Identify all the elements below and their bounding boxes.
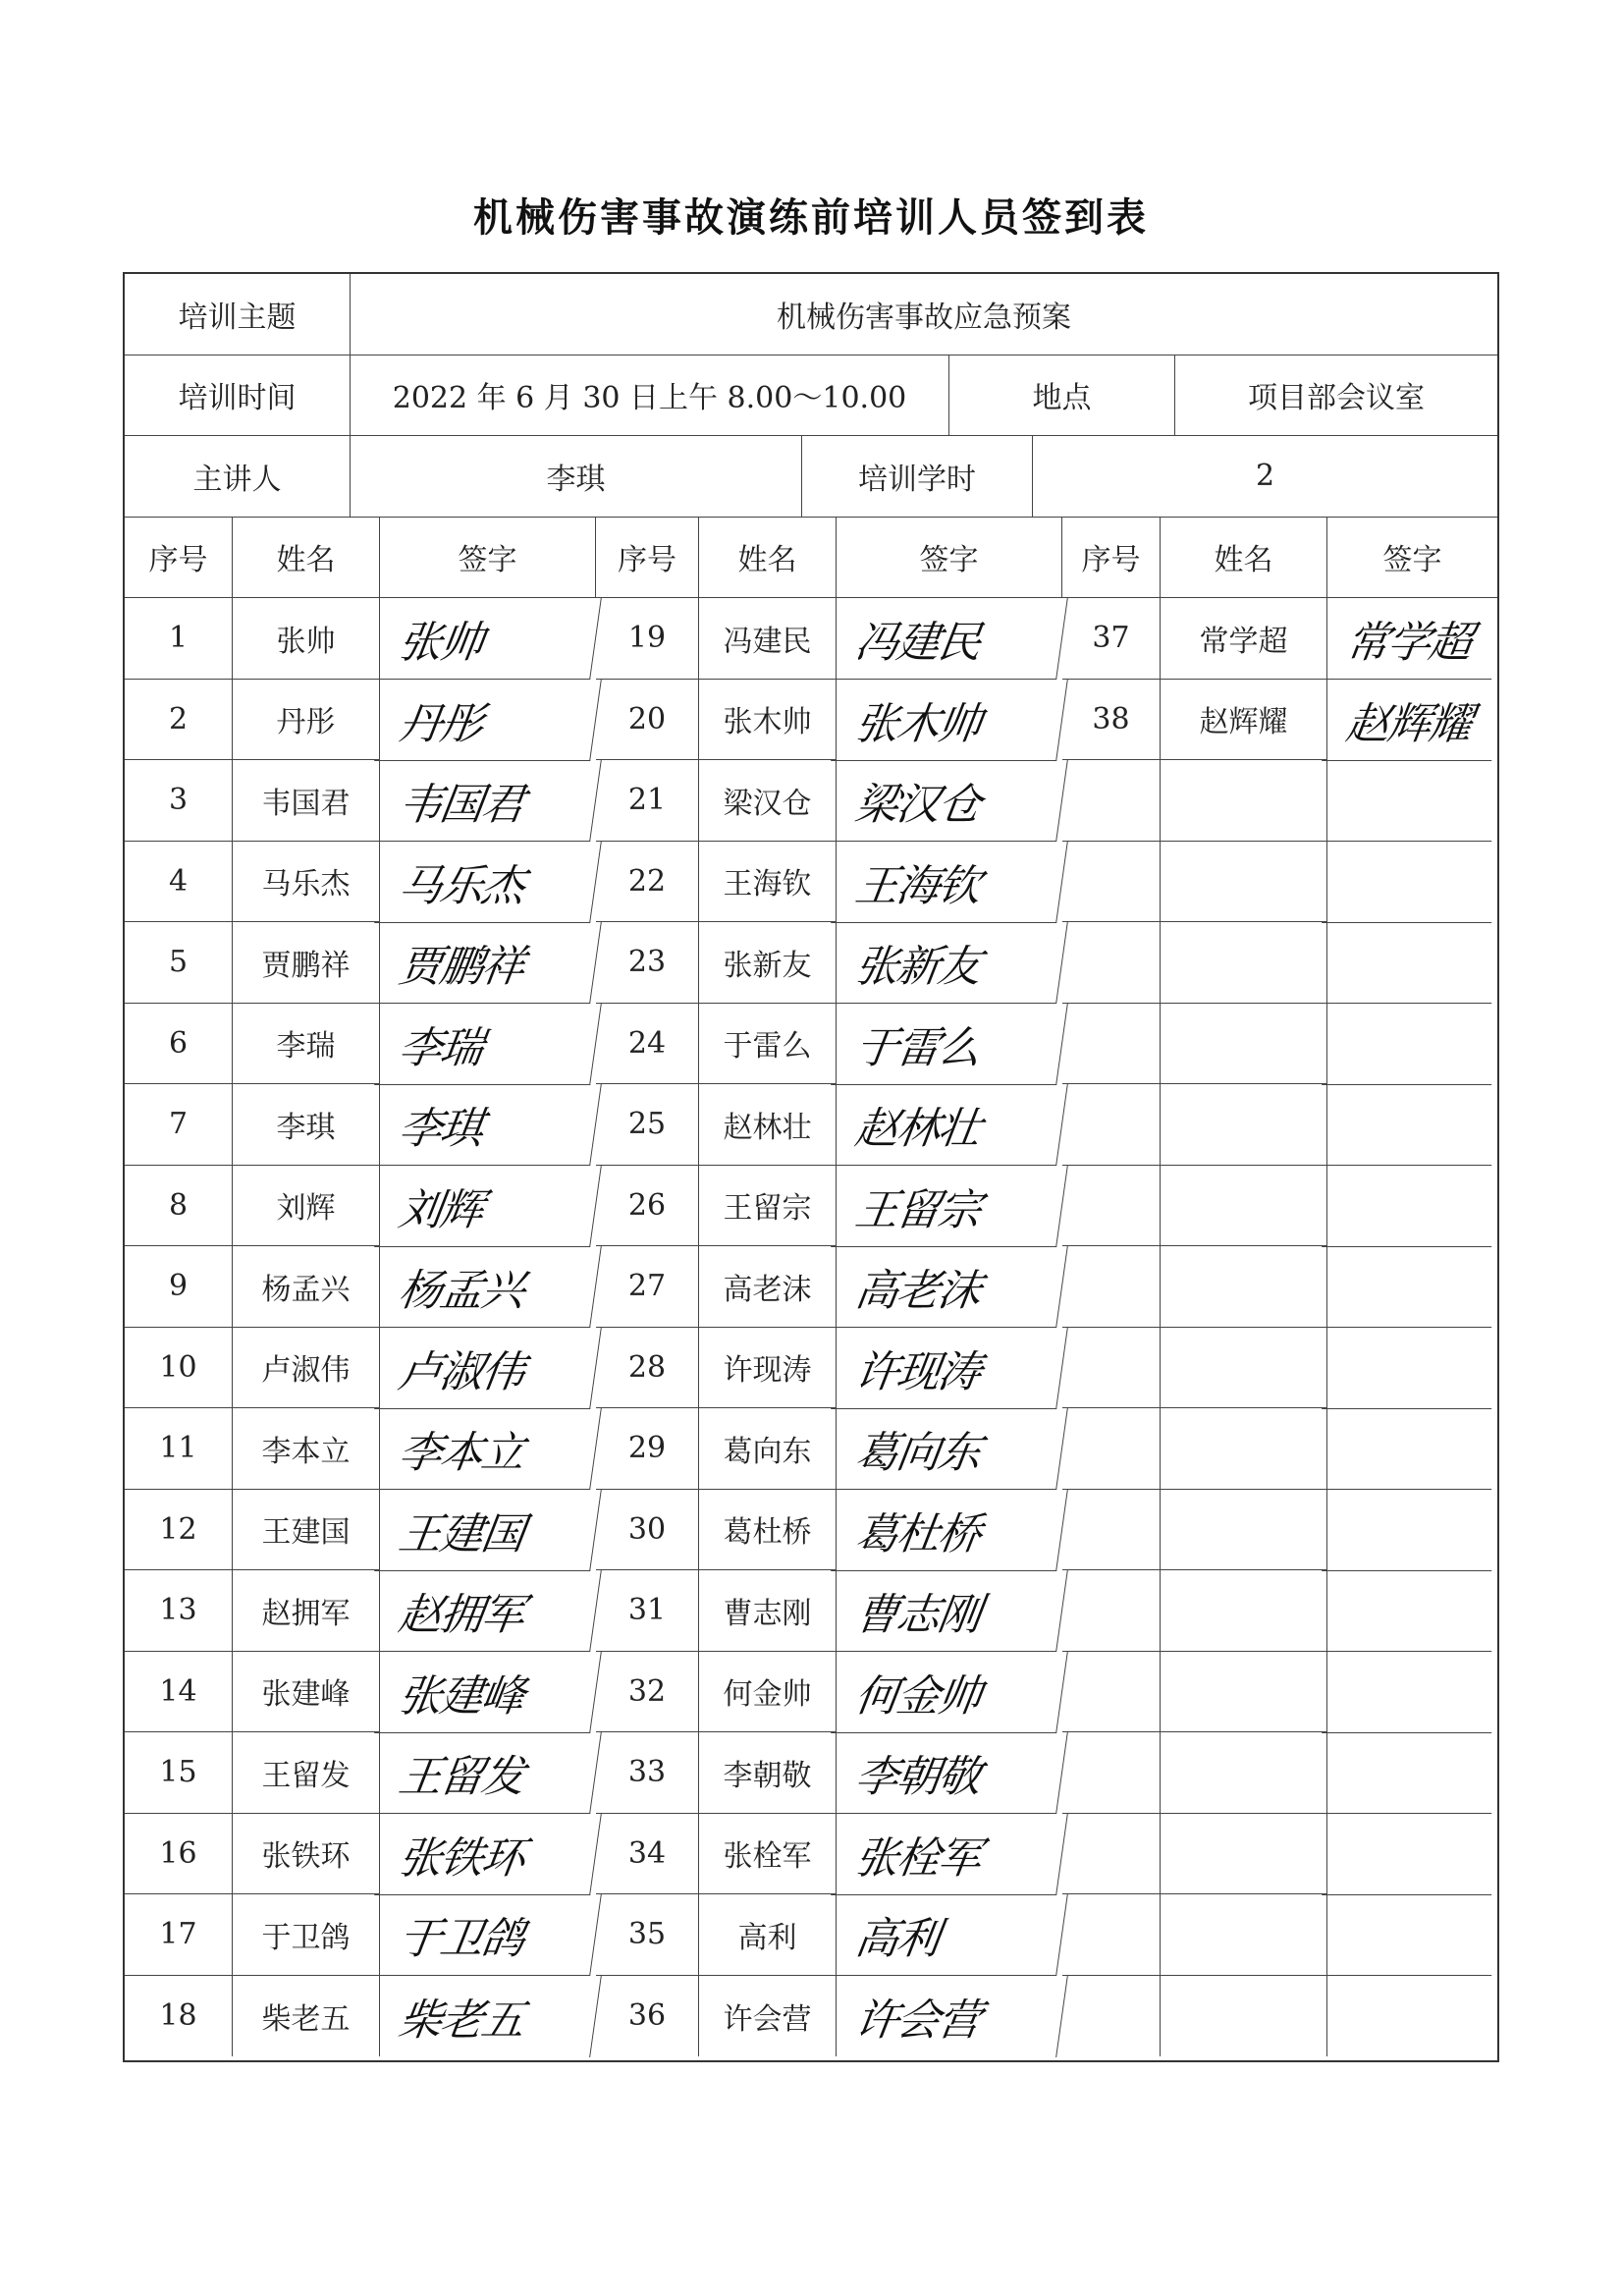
seq-cell: 32 <box>596 1652 699 1733</box>
seq-cell <box>1062 1246 1161 1328</box>
name-cell: 王留发 <box>233 1732 380 1814</box>
seq-cell <box>1062 1328 1161 1409</box>
signature-cell: 张栓军 <box>831 1814 1068 1895</box>
signature-cell <box>1322 1732 1503 1814</box>
name-cell: 赵辉耀 <box>1161 680 1327 761</box>
seq-cell: 24 <box>596 1004 699 1085</box>
seq-cell: 1 <box>125 598 233 680</box>
signature-cell: 韦国君 <box>374 760 602 842</box>
place-value: 项目部会议室 <box>1175 355 1497 437</box>
seq-cell: 10 <box>125 1328 233 1409</box>
seq-cell: 28 <box>596 1328 699 1409</box>
seq-cell <box>1062 1652 1161 1733</box>
name-cell: 张帅 <box>233 598 380 680</box>
seq-cell <box>1062 1084 1161 1166</box>
name-cell: 柴老五 <box>233 1976 380 2057</box>
signature-cell <box>1322 1894 1503 1976</box>
name-cell: 杨孟兴 <box>233 1246 380 1328</box>
seq-cell: 13 <box>125 1570 233 1652</box>
name-cell: 许会营 <box>699 1976 837 2057</box>
seq-cell: 33 <box>596 1732 699 1814</box>
signature-cell: 曹志刚 <box>831 1570 1068 1652</box>
seq-cell <box>1062 1490 1161 1571</box>
seq-cell <box>1062 1732 1161 1814</box>
seq-cell: 18 <box>125 1976 233 2057</box>
seq-cell <box>1062 842 1161 923</box>
signature-cell: 许现涛 <box>831 1328 1068 1409</box>
name-cell <box>1161 1814 1327 1895</box>
name-cell: 梁汉仓 <box>699 760 837 842</box>
signature-cell <box>1322 1408 1503 1490</box>
seq-cell: 19 <box>596 598 699 680</box>
name-cell: 王留宗 <box>699 1166 837 1247</box>
name-cell <box>1161 760 1327 842</box>
seq-cell: 23 <box>596 922 699 1004</box>
name-cell: 王海钦 <box>699 842 837 923</box>
signature-cell: 常学超 <box>1322 598 1503 680</box>
name-cell: 刘辉 <box>233 1166 380 1247</box>
signature-cell: 马乐杰 <box>374 842 602 923</box>
hours-value: 2 <box>1033 436 1497 518</box>
seq-cell: 11 <box>125 1408 233 1490</box>
hours-label: 培训学时 <box>802 436 1033 518</box>
name-cell <box>1161 1894 1327 1976</box>
seq-cell <box>1062 760 1161 842</box>
signature-cell <box>1322 1246 1503 1328</box>
name-cell: 葛杜桥 <box>699 1490 837 1571</box>
signature-cell: 王留发 <box>374 1732 602 1814</box>
name-cell <box>1161 1652 1327 1733</box>
seq-cell: 25 <box>596 1084 699 1166</box>
column-header-sign: 签字 <box>837 518 1062 599</box>
seq-cell: 36 <box>596 1976 699 2057</box>
signature-cell: 王留宗 <box>831 1166 1068 1247</box>
seq-cell: 27 <box>596 1246 699 1328</box>
signature-cell: 李本立 <box>374 1408 602 1490</box>
name-cell: 李本立 <box>233 1408 380 1490</box>
seq-cell: 9 <box>125 1246 233 1328</box>
name-cell <box>1161 1328 1327 1409</box>
seq-cell: 20 <box>596 680 699 761</box>
seq-cell: 2 <box>125 680 233 761</box>
name-cell: 王建国 <box>233 1490 380 1571</box>
name-cell <box>1161 1408 1327 1490</box>
name-cell: 张新友 <box>699 922 837 1004</box>
seq-cell: 31 <box>596 1570 699 1652</box>
signature-cell: 于雷么 <box>831 1004 1068 1085</box>
time-label: 培训时间 <box>125 355 351 437</box>
seq-cell: 34 <box>596 1814 699 1895</box>
seq-cell: 15 <box>125 1732 233 1814</box>
seq-cell: 16 <box>125 1814 233 1895</box>
column-header-seq: 序号 <box>1062 518 1161 599</box>
signature-cell: 何金帅 <box>831 1652 1068 1733</box>
signature-cell <box>1322 1652 1503 1733</box>
seq-cell: 7 <box>125 1084 233 1166</box>
signature-cell <box>1322 922 1503 1004</box>
speaker-label: 主讲人 <box>125 436 351 518</box>
signature-cell <box>1322 1084 1503 1166</box>
name-cell: 葛向东 <box>699 1408 837 1490</box>
name-cell <box>1161 1166 1327 1247</box>
column-header-name: 姓名 <box>699 518 837 599</box>
name-cell: 张栓军 <box>699 1814 837 1895</box>
signature-cell: 高利 <box>831 1894 1068 1976</box>
name-cell: 许现涛 <box>699 1328 837 1409</box>
name-cell <box>1161 842 1327 923</box>
name-cell: 卢淑伟 <box>233 1328 380 1409</box>
seq-cell <box>1062 922 1161 1004</box>
name-cell <box>1161 1976 1327 2057</box>
name-cell: 丹彤 <box>233 680 380 761</box>
name-cell: 于雷么 <box>699 1004 837 1085</box>
seq-cell: 17 <box>125 1894 233 1976</box>
name-cell: 张木帅 <box>699 680 837 761</box>
column-header-sign: 签字 <box>380 518 596 599</box>
seq-cell: 22 <box>596 842 699 923</box>
name-cell: 何金帅 <box>699 1652 837 1733</box>
signature-cell: 张铁环 <box>374 1814 602 1895</box>
signature-cell: 张帅 <box>374 598 602 680</box>
seq-cell: 38 <box>1062 680 1161 761</box>
signature-cell: 冯建民 <box>831 598 1068 680</box>
seq-cell: 29 <box>596 1408 699 1490</box>
name-cell: 马乐杰 <box>233 842 380 923</box>
name-cell: 冯建民 <box>699 598 837 680</box>
signature-cell <box>1322 842 1503 923</box>
name-cell: 贾鹏祥 <box>233 922 380 1004</box>
name-cell: 于卫鸽 <box>233 1894 380 1976</box>
seq-cell: 8 <box>125 1166 233 1247</box>
signature-cell: 张建峰 <box>374 1652 602 1733</box>
place-label: 地点 <box>949 355 1175 437</box>
name-cell: 赵拥军 <box>233 1570 380 1652</box>
name-cell: 李朝敬 <box>699 1732 837 1814</box>
seq-cell: 6 <box>125 1004 233 1085</box>
signature-cell: 杨孟兴 <box>374 1246 602 1328</box>
topic-label: 培训主题 <box>125 274 351 355</box>
seq-cell: 14 <box>125 1652 233 1733</box>
seq-cell: 4 <box>125 842 233 923</box>
signature-cell: 于卫鸽 <box>374 1894 602 1976</box>
signature-cell <box>1322 1328 1503 1409</box>
signature-cell: 葛杜桥 <box>831 1490 1068 1571</box>
signature-cell: 刘辉 <box>374 1166 602 1247</box>
seq-cell: 26 <box>596 1166 699 1247</box>
seq-cell <box>1062 1570 1161 1652</box>
seq-cell: 5 <box>125 922 233 1004</box>
name-cell <box>1161 1732 1327 1814</box>
name-cell <box>1161 922 1327 1004</box>
name-cell <box>1161 1004 1327 1085</box>
seq-cell: 3 <box>125 760 233 842</box>
topic-value: 机械伤害事故应急预案 <box>351 274 1497 355</box>
signature-cell: 李琪 <box>374 1084 602 1166</box>
seq-cell <box>1062 1408 1161 1490</box>
column-header-name: 姓名 <box>233 518 380 599</box>
seq-cell <box>1062 1814 1161 1895</box>
signature-cell: 高老沫 <box>831 1246 1068 1328</box>
speaker-value: 李琪 <box>351 436 802 518</box>
signature-cell: 贾鹏祥 <box>374 922 602 1004</box>
sign-in-form <box>123 272 1499 2062</box>
signature-cell: 张木帅 <box>831 680 1068 761</box>
time-value: 2022 年 6 月 30 日上午 8.00～10.00 <box>351 355 949 437</box>
seq-cell <box>1062 1166 1161 1247</box>
seq-cell <box>1062 1894 1161 1976</box>
seq-cell: 30 <box>596 1490 699 1571</box>
name-cell: 赵林壮 <box>699 1084 837 1166</box>
signature-cell: 赵拥军 <box>374 1570 602 1652</box>
signature-cell <box>1322 1570 1503 1652</box>
name-cell: 李琪 <box>233 1084 380 1166</box>
name-cell: 张建峰 <box>233 1652 380 1733</box>
signature-cell: 王海钦 <box>831 842 1068 923</box>
name-cell <box>1161 1570 1327 1652</box>
signature-cell <box>1322 1976 1503 2057</box>
signature-cell: 丹彤 <box>374 680 602 761</box>
name-cell: 高利 <box>699 1894 837 1976</box>
name-cell: 曹志刚 <box>699 1570 837 1652</box>
signature-cell: 卢淑伟 <box>374 1328 602 1409</box>
name-cell: 李瑞 <box>233 1004 380 1085</box>
signature-cell: 赵林壮 <box>831 1084 1068 1166</box>
name-cell: 常学超 <box>1161 598 1327 680</box>
signature-cell: 柴老五 <box>374 1976 602 2057</box>
name-cell: 韦国君 <box>233 760 380 842</box>
seq-cell: 21 <box>596 760 699 842</box>
seq-cell: 37 <box>1062 598 1161 680</box>
name-cell: 张铁环 <box>233 1814 380 1895</box>
signature-cell: 葛向东 <box>831 1408 1068 1490</box>
column-header-sign: 签字 <box>1327 518 1497 599</box>
signature-cell: 张新友 <box>831 922 1068 1004</box>
signature-cell <box>1322 1814 1503 1895</box>
signature-cell: 王建国 <box>374 1490 602 1571</box>
column-header-seq: 序号 <box>125 518 233 599</box>
seq-cell <box>1062 1976 1161 2057</box>
name-cell <box>1161 1246 1327 1328</box>
page-title: 机械伤害事故演练前培训人员签到表 <box>473 195 1149 241</box>
signature-cell <box>1322 760 1503 842</box>
signature-cell: 梁汉仓 <box>831 760 1068 842</box>
name-cell <box>1161 1084 1327 1166</box>
column-header-seq: 序号 <box>596 518 699 599</box>
signature-cell <box>1322 1166 1503 1247</box>
name-cell <box>1161 1490 1327 1571</box>
seq-cell <box>1062 1004 1161 1085</box>
signature-cell <box>1322 1004 1503 1085</box>
signature-cell: 许会营 <box>831 1976 1068 2057</box>
column-header-name: 姓名 <box>1161 518 1327 599</box>
name-cell: 高老沫 <box>699 1246 837 1328</box>
seq-cell: 35 <box>596 1894 699 1976</box>
seq-cell: 12 <box>125 1490 233 1571</box>
signature-cell: 李瑞 <box>374 1004 602 1085</box>
signature-cell: 赵辉耀 <box>1322 680 1503 761</box>
signature-cell <box>1322 1490 1503 1571</box>
signature-cell: 李朝敬 <box>831 1732 1068 1814</box>
